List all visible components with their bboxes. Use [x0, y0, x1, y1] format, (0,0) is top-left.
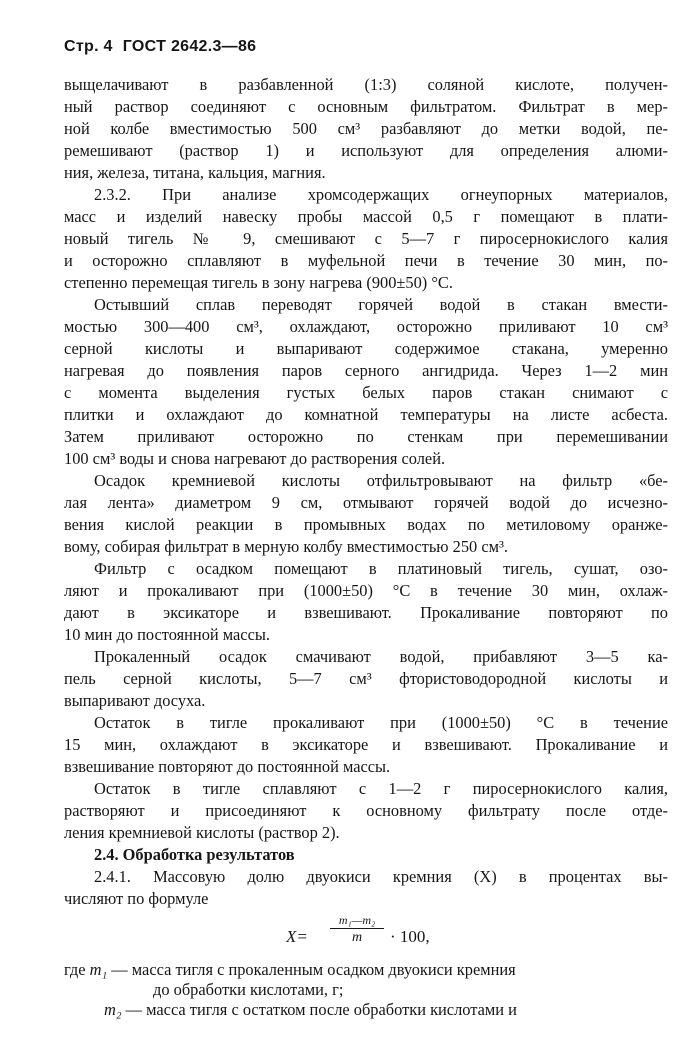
body-line: взвешивание повторяют до постоянной массы.	[64, 757, 391, 776]
body-line: ремешивают (раствор 1) и используют для определения алюми-	[64, 141, 668, 160]
legend-line	[153, 980, 343, 1000]
fraction-bar	[330, 928, 384, 929]
body-line: числяют по формуле	[64, 889, 209, 908]
body-line: 2.4.1. Массовую долю двуокиси кремния (X) в процентах вы-	[94, 867, 668, 886]
legend-text: — масса тигля с остатком после обработки кислотами и	[125, 1000, 517, 1019]
legend-text: — масса тигля с прокаленным осадком двуокиси кремния	[111, 960, 516, 979]
body-line: степенно перемещая тигель в зону нагрева (900±50) °С.	[64, 273, 453, 292]
formula	[286, 913, 466, 957]
legend-line	[64, 960, 516, 980]
formula-denominator: m	[351, 930, 363, 945]
body-line: ной колбе вместимостью 500 см³ разбавляют до метки водой, пе-	[64, 119, 668, 138]
formula-lhs: X=	[286, 927, 308, 946]
body-line: с момента выделения густых белых паров стакан снимают с	[64, 383, 668, 402]
legend-symbol: m₁	[89, 960, 108, 979]
body-line: Остаток в тигле прокаливают при (1000±50) °С в течение	[94, 713, 668, 732]
body-line: Остаток в тигле сплавляют с 1—2 г пиросернокислого калия,	[94, 779, 668, 798]
body-line: пель серной кислоты, 5—7 см³ фтористоводородной кислоты и	[64, 669, 668, 688]
body-line: ляют и прокаливают при (1000±50) °С в течение 30 мин, охлаж-	[64, 581, 668, 600]
body-line: Остывший сплав переводят горячей водой в стакан вмести-	[94, 295, 668, 314]
legend-lead: где	[64, 960, 86, 979]
body-line: растворяют и присоединяют к основному фильтрату после отде-	[64, 801, 668, 820]
body-line: Фильтр с осадком помещают в платиновый тигель, сушат, озо-	[94, 559, 668, 578]
body-line: выпаривают досуха.	[64, 691, 206, 710]
body-line: вому, собирая фильтрат в мерную колбу вместимостью 250 см³.	[64, 537, 508, 556]
legend-symbol: m₂	[104, 1000, 122, 1019]
body-line: ния, железа, титана, кальция, магния.	[64, 163, 326, 182]
body-line: 10 мин до постоянной массы.	[64, 625, 270, 644]
body-line: Затем приливают осторожно по стенкам при перемешивании	[64, 427, 668, 446]
legend-line	[104, 1000, 517, 1020]
header-page-label: Стр. 4	[64, 38, 113, 55]
page-header	[64, 38, 265, 56]
body-line: Осадок кремниевой кислоты отфильтровывают на фильтр «бе-	[94, 471, 668, 490]
body-line: лая лента» диаметром 9 см, отмывают горячей водой до исчезно-	[64, 493, 668, 512]
body-line: выщелачивают в разбавленной (1:3) соляной кислоте, получен-	[64, 75, 668, 94]
header-standard: ГОСТ 2642.3—86	[122, 38, 257, 55]
body-line: новый тигель № 9, смешивают с 5—7 г пиросернокислого калия	[64, 229, 668, 248]
formula-numerator: m₁—m₂	[338, 913, 376, 927]
formula-multiplier: · 100,	[390, 927, 430, 946]
body-line: нагревая до появления паров серного ангидрида. Через 1—2 мин	[64, 361, 668, 380]
body-line: плитки и охлаждают до комнатной температуры на листе асбеста.	[64, 405, 668, 424]
section-heading: 2.4. Обработка результатов	[94, 845, 295, 864]
body-line: мостью 300—400 см³, охлаждают, осторожно приливают 10 см³	[64, 317, 668, 336]
body-line: ления кремниевой кислоты (раствор 2).	[64, 823, 340, 842]
body-line: 15 мин, охлаждают в эксикаторе и взвешивают. Прокаливание и	[64, 735, 668, 754]
body-line: дают в эксикаторе и взвешивают. Прокаливание повторяют по	[64, 603, 668, 622]
body-line: вения кислой реакции в промывных водах по метиловому оранже-	[64, 515, 668, 534]
body-line: серной кислоты и выпаривают содержимое стакана, умеренно	[64, 339, 668, 358]
formula-fraction	[328, 913, 386, 946]
body-line: 2.3.2. При анализе хромсодержащих огнеупорных материалов,	[94, 185, 668, 204]
body-line: 100 см³ воды и снова нагревают до растворения солей.	[64, 449, 446, 468]
legend-text: до обработки кислотами, г;	[153, 980, 344, 999]
body-line: Прокаленный осадок смачивают водой, прибавляют 3—5 ка-	[94, 647, 668, 666]
body-line: масс и изделий навеску пробы массой 0,5 г помещают в плати-	[64, 207, 668, 226]
body-line: ный раствор соединяют с основным фильтратом. Фильтрат в мер-	[64, 97, 668, 116]
body-line: и осторожно сплавляют в муфельной печи в течение 30 мин, по-	[64, 251, 668, 270]
